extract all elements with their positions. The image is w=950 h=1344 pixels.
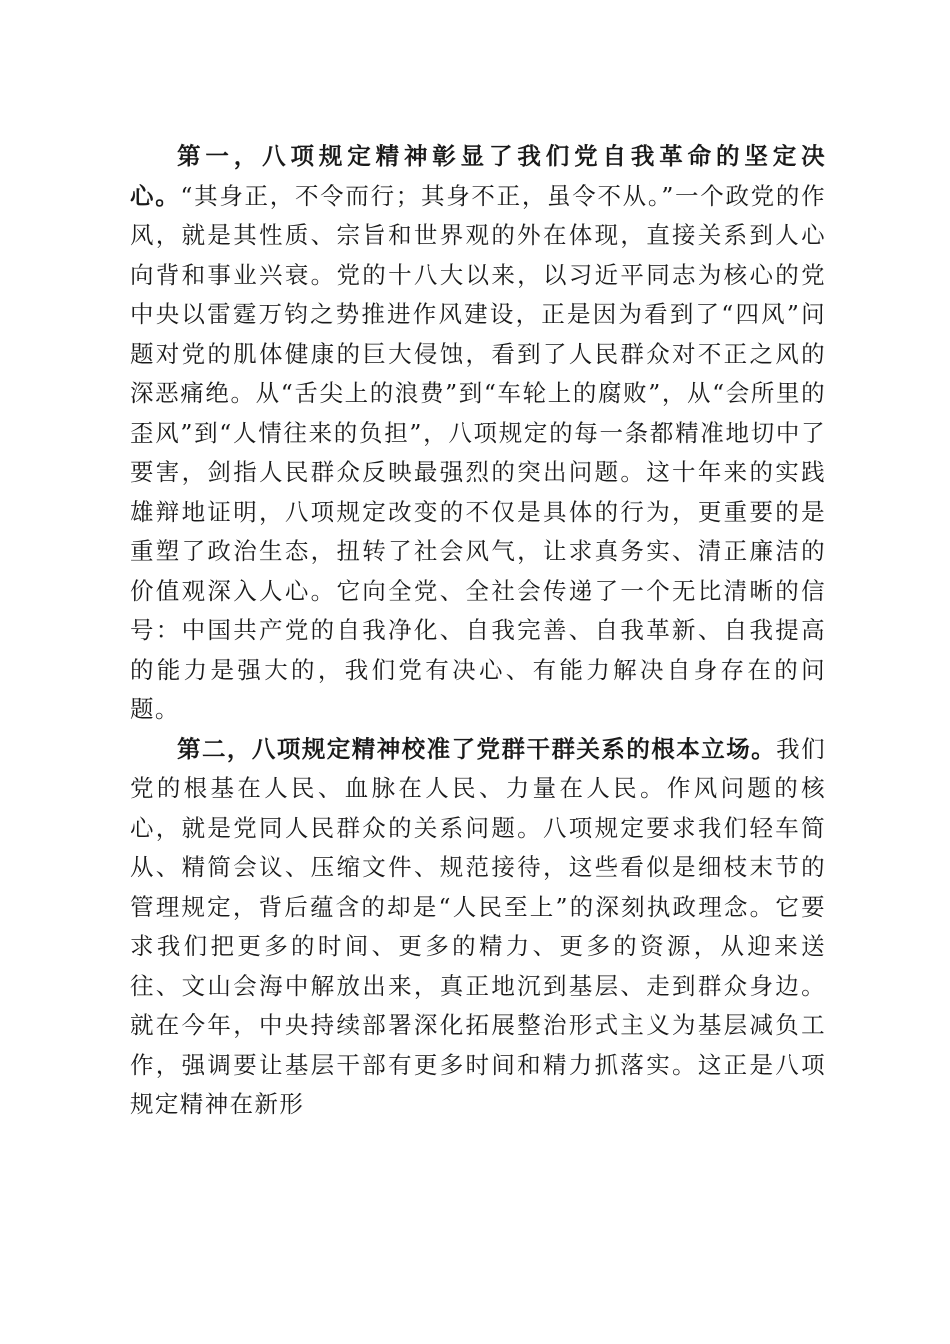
paragraph-1 (130, 137, 826, 730)
paragraph-2-lead: 第二，八项规定精神校准了党群干群关系的根本立场。 (177, 734, 777, 763)
paragraph-1-lead: 第一，八项规定精神彰显了我们党自我革命的坚定决心。 (130, 142, 826, 210)
paragraph-1-body: “其身正，不令而行；其身不正，虽令不从。”一个政党的作风，就是其性质、宗旨和世界观的外在体现，直接关系到人心向背和事业兴衰。党的十八大以来，以习近平同志为核心的党中央以雷霆万钧之势推进作风建设，正是因为看到了“四风”问题对党的肌体健康的巨大侵蚀，看到了人民群众对不正之风的深恶痛绝。从“舌尖上的浪费”到“车轮上的腐败”，从“会所里的歪风”到“人情往来的负担”，八项规定的每一条都精准地切中了要害，剑指人民群众反映最强烈的突出问题。这十年来的实践雄辩地证明，八项规定改变的不仅是具体的行为，更重要的是重塑了政治生态，扭转了社会风气，让求真务实、清正廉洁的价值观深入人心。它向全党、全社会传递了一个无比清晰的信号：中国共产党的自我净化、自我完善、自我革新、自我提高的能力是强大的，我们党有决心、有能力解决自身存在的问题。 (130, 181, 826, 723)
paragraph-2-body: 我们党的根基在人民、血脉在人民、力量在人民。作风问题的核心，就是党同人民群众的关系问题。八项规定要求我们轻车简从、精简会议、压缩文件、规范接待，这些看似是细枝末节的管理规定，背后蕴含的却是“人民至上”的深刻执政理念。它要求我们把更多的时间、更多的精力、更多的资源，从迎来送往、文山会海中解放出来，真正地沉到基层、走到群众身边。就在今年，中央持续部署深化拓展整治形式主义为基层减负工作，强调要让基层干部有更多时间和精力抓落实。这正是八项规定精神在新形 (130, 734, 826, 1118)
paragraph-2 (130, 730, 826, 1125)
document-body (130, 137, 826, 1125)
